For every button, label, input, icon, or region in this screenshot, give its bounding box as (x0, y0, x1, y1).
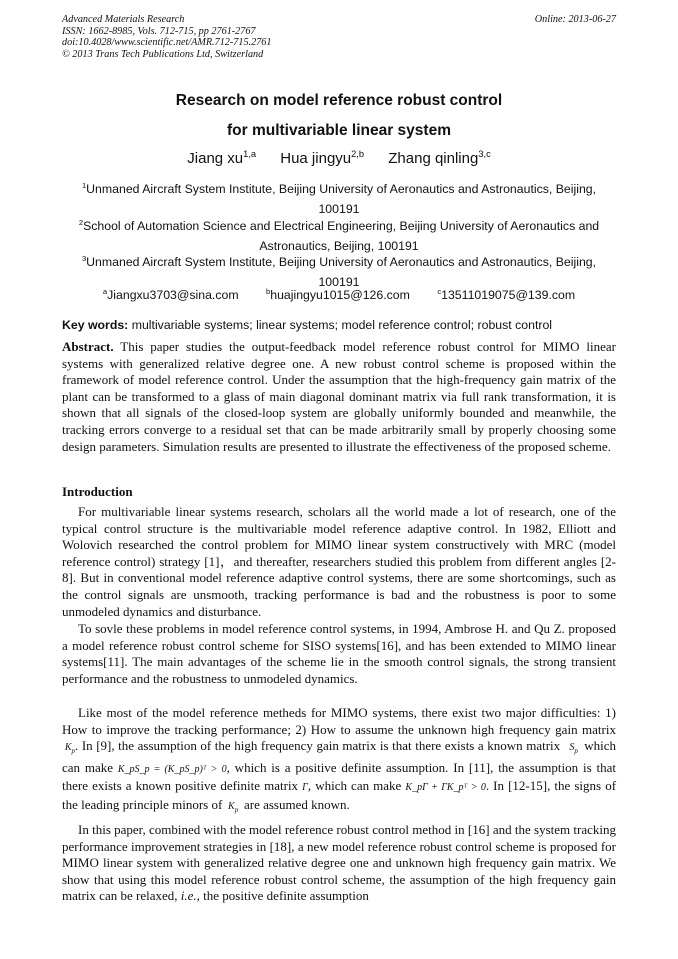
affiliation-2: $^2$School of Automation Science and Electrical Engineering, Beijing University of Aeronautics and Astronautics, Beijing, 100191 (78, 217, 600, 253)
email[interactable]: $^b$huajingyu1015@126.com (266, 286, 410, 302)
math-eq1: K_pS_p = (K_pS_p)ᵀ > 0 (117, 763, 227, 775)
author-list (62, 150, 616, 167)
math-kp: $K_p$ (64, 742, 75, 756)
keywords (62, 318, 616, 332)
author: Zhang qinling$^{3,c}$ (388, 149, 491, 167)
journal-name: Advanced Materials Research (62, 14, 185, 25)
keywords-label: Key words: (62, 318, 129, 332)
doi-line: doi:10.4028/www.scientific.net/AMR.712-715.2761 (62, 37, 272, 49)
title-line-1: Research on model reference robust control (175, 92, 503, 109)
journal-header (62, 14, 616, 60)
math-kp-2: $K_p$ (228, 800, 239, 814)
math-gamma: Γ (302, 782, 308, 794)
intro-paragraph-2: To sovle these problems in model reference control systems, in 1994, Ambrose H. and Qu Z. proposed a model reference robust control scheme for SISO systems[16], and has been extended to MIMO linear systems[11]. The main advantages of the scheme lie in the smooth control signals, the strong transient performance and the robustness to unmodeled dynamics. (62, 621, 616, 686)
math-eq2: K_pΓ + ΓK_pᵀ > 0 (405, 782, 486, 794)
affiliation-3: $^3$Unmaned Aircraft System Institute, Beijing University of Aeronautics and Astronautics, Beijing, 100191 (81, 253, 597, 289)
intro-paragraph-3: Like most of the model reference metheds for MIMO systems, there exist two major difficulties: 1) How to improve the tracking performance; 2) How to assume the unknown high frequency gain matrix $K_p$. In [9], the assumption of the high frequency gain matrix is that there exists a known matrix $S_p$ which can make K_pS_p = (K_pS_p)ᵀ > 0, which is a positive definite assumption. In [11], the assumption is that there exists a known positive definite matrix Γ, which can make K_pΓ + ΓK_pᵀ > 0. In [12-15], the signs of the leading principle minors of $K_p$ are assumed known. (62, 705, 617, 814)
abstract (62, 339, 616, 455)
section-heading-introduction: Introduction (62, 484, 133, 499)
abstract-text: This paper studies the output-feedback model reference robust control for MIMO linear systems with generalized relative degree one. A new robust control scheme is proposed within the framework of model reference control. Under the assumption that the high-frequency gain matrix of the plant can be transformed to a glass of main diagonal dominant matrix via full rank transformation, it is shown that all signals of the closed-loop system are globally uniformly bounded and meanwhile, the tracking errors converge to a residual set that can be made arbitrarily small by properly choosing some design parameters. Simulation results are presented to illustrate the effectiveness of the proposed scheme. (62, 339, 616, 454)
affiliation-1: $^1$Unmaned Aircraft System Institute, Beijing University of Aeronautics and Astronautics, Beijing, 100191 (81, 180, 597, 216)
online-date: Online: 2013-06-27 (534, 14, 616, 25)
math-sp: $S_p$ (569, 742, 578, 756)
title-line-2: for multivariable linear system (227, 122, 451, 139)
copyright-line: © 2013 Trans Tech Publications Ltd, Switzerland (62, 48, 264, 60)
intro-paragraph-1: For multivariable linear systems research, scholars all the world made a lot of research, one of the typical control structure is the multivariable model reference adaptive control. In 1982, Elliott and Wolovich researched the control problem for MIMO linear system constructively with MRC (model reference control) strategy [1]，and thereafter, researchers studied this problem from different angles [2-8]. But in conventional model reference adaptive control systems, there are some shortcomings, such as the control signals are unsmooth, tracking performance is bad and the robustness is poor to some unmodeled dynamics and disturbance. (62, 504, 616, 619)
keywords-text: multivariable systems; linear systems; model reference control; robust control (131, 318, 553, 332)
author: Jiang xu$^{1,a}$ (187, 149, 257, 167)
email[interactable]: $^a$Jiangxu3703@sina.com (102, 286, 239, 302)
author: Hua jingyu$^{2,b}$ (280, 149, 365, 167)
abstract-label: Abstract. (62, 339, 114, 354)
intro-paragraph-4: In this paper, combined with the model reference robust control method in [16] and the system tracking performance improvement strategies in [18], a new model reference robust control scheme is proposed for MIMO linear system with generalized relative degree one and unknown high frequency gain matrix. We show that using this model reference robust control scheme, the assumption of the high frequency gain matrix can be relaxed, i.e., the positive definite assumption (62, 822, 616, 904)
email[interactable]: $^c$13511019075@139.com (437, 286, 576, 302)
issn-line: ISSN: 1662-8985, Vols. 712-715, pp 2761-2767 (62, 25, 256, 37)
email-list (62, 288, 616, 302)
